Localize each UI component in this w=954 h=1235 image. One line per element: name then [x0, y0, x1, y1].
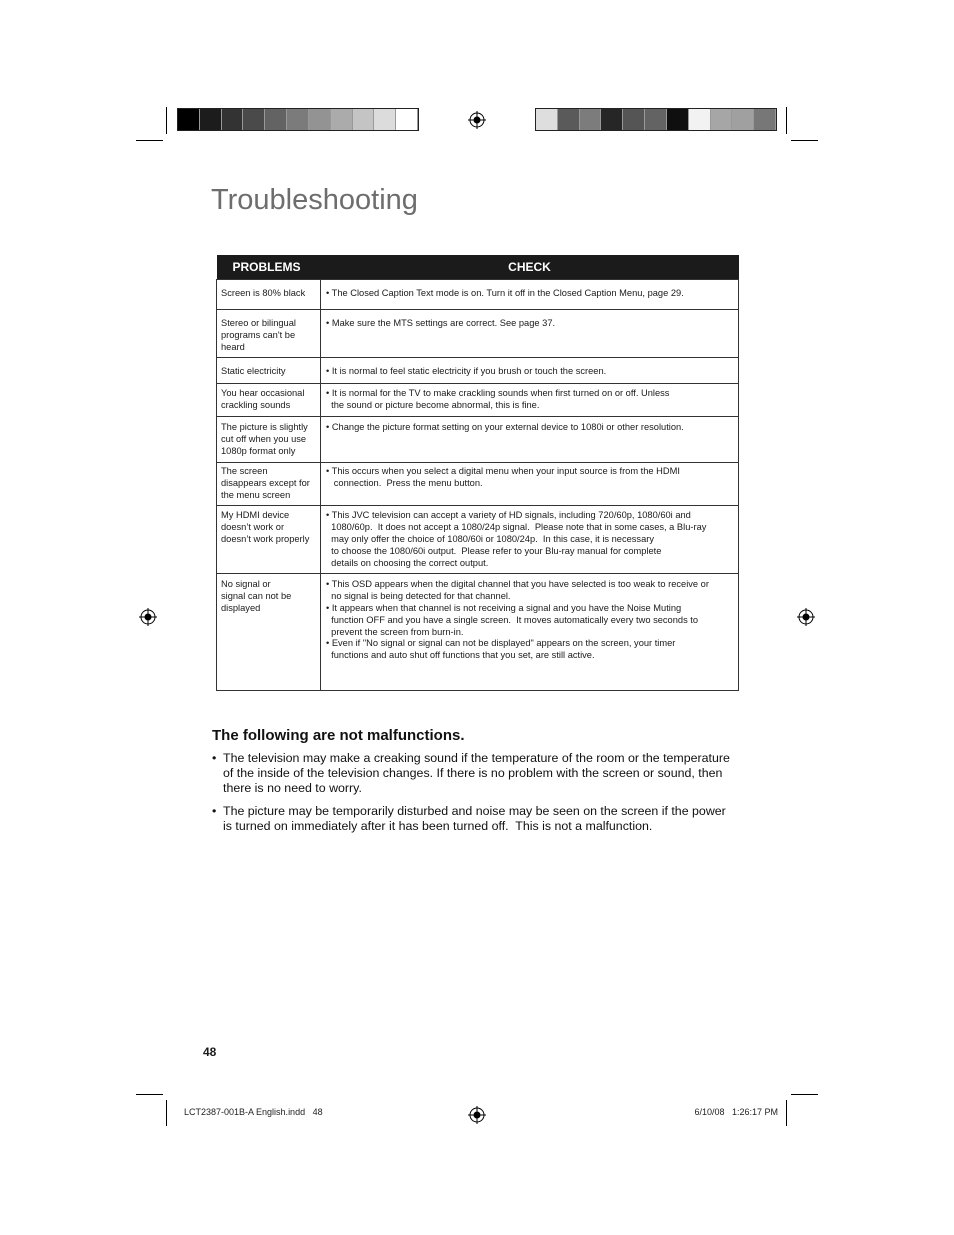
column-header-check: CHECK	[321, 255, 739, 280]
timestamp: 6/10/08 1:26:17 PM	[694, 1107, 778, 1117]
check-cell	[321, 462, 739, 505]
registration-mark-icon	[468, 111, 486, 129]
problem-text: Static electricity	[221, 366, 286, 377]
table-row	[217, 280, 739, 310]
table-row	[217, 574, 739, 691]
crop-mark	[166, 1100, 167, 1126]
check-cell	[321, 310, 739, 358]
troubleshooting-table	[216, 255, 739, 691]
table-row	[217, 310, 739, 358]
crop-mark	[791, 140, 818, 141]
check-text: • It is normal for the TV to make crackling sounds when first turned on or off. Unless the sound or picture become abnormal, this is fine.	[326, 388, 670, 411]
problem-text: You hear occasional crackling sounds	[221, 388, 305, 411]
color-swatch	[536, 109, 558, 130]
check-cell	[321, 280, 739, 310]
color-swatch	[265, 109, 287, 130]
check-text: • Change the picture format setting on your external device to 1080i or other resolution.	[326, 421, 684, 432]
page-number: 48	[203, 1045, 217, 1059]
problem-text: No signal or signal can not be displayed	[221, 579, 292, 613]
check-cell	[321, 506, 739, 574]
bullet-marker: •	[212, 751, 217, 765]
page-title: Troubleshooting	[211, 184, 418, 216]
color-swatch	[689, 109, 711, 130]
registration-mark-icon	[139, 608, 157, 626]
color-swatch	[623, 109, 645, 130]
color-swatch	[309, 109, 331, 130]
check-text: • This JVC television can accept a variety of HD signals, including 720/60p, 1080/60i and 1080/60p. It does not accept a 1080/24p signal. Please note that in some cases, a Blu-ray may only offer the choice of 1080/60i or 1080/24p. In this case, it is necessary to choose the 1080/60i output. Please refer to your Blu-ray manual for complete details on choosing the correct output.	[326, 510, 707, 568]
list-item	[212, 804, 747, 834]
problem-cell	[217, 574, 321, 691]
check-text: • This OSD appears when the digital channel that you have selected is too weak to receive or no signal is being detected for that channel. • It appears when that channel is not receiving a signal and you have the Noise Muting function OFF and you have a single screen. It moves automatically every two seconds to prevent the screen from burn-in. • Even if "No signal or signal can not be displayed" appears on the screen, your timer functions and auto shut off functions that you set, are still active.	[326, 579, 709, 661]
problem-text: My HDMI device doesn’t work or doesn’t work properly	[221, 510, 310, 544]
color-calibration-bar-right	[535, 108, 777, 131]
color-swatch	[331, 109, 353, 130]
check-cell	[321, 358, 739, 384]
color-swatch	[732, 109, 754, 130]
check-cell	[321, 416, 739, 462]
problem-cell	[217, 462, 321, 505]
problem-cell	[217, 280, 321, 310]
table-row	[217, 416, 739, 462]
problem-text: Screen is 80% black	[221, 288, 306, 298]
color-swatch	[667, 109, 689, 130]
file-name: LCT2387-001B-A English.indd 48	[184, 1107, 323, 1117]
problem-cell	[217, 358, 321, 384]
registration-mark-icon	[468, 1106, 486, 1124]
color-swatch	[374, 109, 396, 130]
list-item	[212, 751, 747, 796]
check-text: • Make sure the MTS settings are correct. See page 37.	[326, 318, 556, 328]
color-swatch	[645, 109, 667, 130]
problem-text: The picture is slightly cut off when you use 1080p format only	[221, 421, 308, 456]
color-swatch	[243, 109, 265, 130]
table-row	[217, 506, 739, 574]
color-swatch	[222, 109, 244, 130]
crop-mark	[136, 1094, 163, 1095]
problem-text: The screen disappears except for the menu screen	[221, 465, 310, 500]
crop-mark	[786, 1100, 787, 1126]
color-swatch	[558, 109, 580, 130]
list-item-text: The television may make a creaking sound if the temperature of the room or the temperature of the inside of the television changes. If there is no problem with the screen or sound, then there is no need to worry.	[223, 751, 730, 795]
table-row	[217, 358, 739, 384]
color-swatch	[711, 109, 733, 130]
check-cell	[321, 384, 739, 417]
crop-mark	[166, 107, 167, 134]
problem-cell	[217, 384, 321, 417]
color-swatch	[580, 109, 602, 130]
problem-text: Stereo or bilingual programs can't be heard	[221, 318, 296, 352]
color-swatch	[353, 109, 375, 130]
color-calibration-bar-left	[177, 108, 419, 131]
check-text: • It is normal to feel static electricity if you brush or touch the screen.	[326, 366, 607, 377]
problem-cell	[217, 310, 321, 358]
crop-mark	[791, 1094, 818, 1095]
table-row	[217, 384, 739, 417]
check-text: • The Closed Caption Text mode is on. Turn it off in the Closed Caption Menu, page 29.	[326, 288, 684, 298]
color-swatch	[287, 109, 309, 130]
check-cell	[321, 574, 739, 691]
section-heading: The following are not malfunctions.	[212, 727, 465, 744]
bullet-marker: •	[212, 804, 217, 818]
bullet-list	[212, 751, 747, 842]
color-swatch	[200, 109, 222, 130]
color-swatch	[754, 109, 776, 130]
problem-cell	[217, 416, 321, 462]
column-header-problems: PROBLEMS	[217, 255, 321, 280]
table-header-row	[217, 255, 739, 280]
color-swatch	[396, 109, 418, 130]
list-item-text: The picture may be temporarily disturbed and noise may be seen on the screen if the power is turned on immediately after it has been turned off. This is not a malfunction.	[223, 804, 726, 833]
check-text: • This occurs when you select a digital menu when your input source is from the HDMI connection. Press the menu button.	[326, 465, 680, 488]
crop-mark	[786, 107, 787, 134]
registration-mark-icon	[797, 608, 815, 626]
crop-mark	[136, 140, 163, 141]
color-swatch	[178, 109, 200, 130]
problem-cell	[217, 506, 321, 574]
table-row	[217, 462, 739, 505]
color-swatch	[601, 109, 623, 130]
